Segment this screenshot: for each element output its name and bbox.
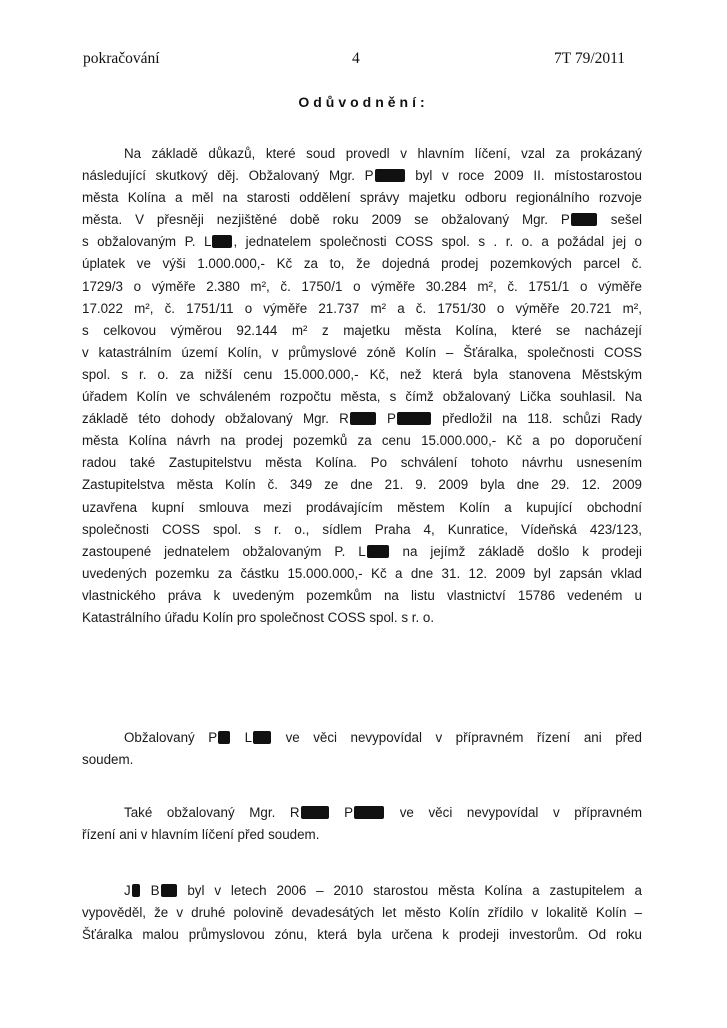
text-run: s obžalovaným P. L <box>82 234 212 250</box>
text-run: B <box>140 883 160 898</box>
text-line <box>82 902 642 924</box>
text-run: ve věci nevypovídal v přípravném řízení ani před <box>272 730 642 745</box>
header-case-number: 7T 79/2011 <box>554 50 626 67</box>
text-run: P <box>329 805 354 820</box>
text-line <box>82 474 642 496</box>
text-line <box>82 880 642 902</box>
text-run: Také obžalovaný Mgr. R <box>124 805 300 820</box>
text-run: L <box>231 730 253 745</box>
text-run: ve věci nevypovídal v přípravném <box>385 805 643 820</box>
text-line <box>82 727 642 749</box>
text-run: základě této dohody obžalovaný Mgr. R <box>82 411 349 427</box>
redaction-mark <box>375 169 405 182</box>
redaction-mark <box>212 235 232 248</box>
text-line <box>82 209 642 231</box>
paragraph-facts <box>82 143 642 629</box>
redaction-mark <box>397 412 431 425</box>
text-run: s celkovou výměrou 92.144 m² z majetku města Kolína, které se nacházejí <box>82 322 642 338</box>
section-title: Odůvodnění: <box>298 94 429 110</box>
paragraph-witness-b <box>82 880 642 946</box>
text-run: Šťáralka malou průmyslovou zónu, která byla určena k prodeji investorům. Od roku <box>82 927 642 943</box>
text-run: zastoupené jednatelem obžalovaným P. L <box>82 543 366 559</box>
text-run: města Kolína návrh na prodej pozemků za cenu 15.000.000,- Kč a po doporučení <box>82 433 642 449</box>
text-run: spol. s r. o. za nižší cenu 15.000.000,- Kč, než která byla stanovena Městským <box>82 366 642 382</box>
text-run: vlastnického práva k uvedeným pozemkům na listu vlastnictví 15786 vedeném u <box>82 587 642 603</box>
text-line <box>82 802 642 824</box>
text-run: Katastrálního úřadu Kolín pro společnost COSS spol. s r. o. <box>82 609 435 625</box>
redaction-mark <box>571 213 597 226</box>
text-line <box>82 386 642 408</box>
text-run: Zastupitelstva města Kolín č. 349 ze dne 21. 9. 2009 byla dne 29. 12. 2009 <box>82 477 642 493</box>
text-line <box>82 187 642 209</box>
text-line <box>82 824 642 846</box>
redaction-mark <box>218 731 230 744</box>
text-run: na jejímž základě došlo k prodeji <box>389 543 642 559</box>
redaction-mark <box>367 545 389 558</box>
text-run: , jednatelem společnosti COSS spol. s . r. o. a požádal jej o <box>233 234 642 250</box>
text-run: soudem. <box>82 752 134 768</box>
header-page-number: 4 <box>352 50 360 67</box>
text-run: radou také Zastupitelstvu města Kolína. Po schválení tohoto návrhu usnesením <box>82 455 642 471</box>
text-run: města Kolína a měl na starosti oddělení správy majetku odboru regionálního rozvoje <box>82 190 642 206</box>
text-run: 17.022 m², č. 1751/11 o výměře 21.737 m² a č. 1751/30 o výměře 20.721 m², <box>82 300 642 316</box>
text-run: řízení ani v hlavním líčení před soudem. <box>82 827 320 843</box>
text-run: společnosti COSS spol. s r. o., sídlem Praha 4, Kunratice, Vídeňská 423/123, <box>82 521 642 537</box>
text-run: následující skutkový děj. Obžalovaný Mgr. P <box>82 168 374 184</box>
paragraph-defendant-p <box>82 802 642 846</box>
text-run: města. V přesněji nezjištěné době roku 2009 se obžalovaný Mgr. P <box>82 212 570 228</box>
text-run: předložil na 118. schůzi Rady <box>431 411 642 427</box>
header-continuation: pokračování <box>83 50 160 67</box>
redaction-mark <box>301 806 329 819</box>
text-line <box>82 563 642 585</box>
text-run: uvedených pozemku za částku 15.000.000,- Kč a dne 31. 12. 2009 byl zapsán vklad <box>82 565 642 581</box>
text-line <box>82 253 642 275</box>
text-line <box>82 749 642 771</box>
redaction-mark <box>132 884 140 897</box>
text-line <box>82 231 642 253</box>
text-line <box>82 364 642 386</box>
paragraph-defendant-l <box>82 727 642 771</box>
text-line <box>82 165 642 187</box>
text-line <box>82 143 642 165</box>
text-line <box>82 276 642 298</box>
redaction-mark <box>350 412 376 425</box>
redaction-mark <box>253 731 271 744</box>
text-run: P <box>376 411 396 427</box>
text-line <box>82 298 642 320</box>
text-line <box>82 497 642 519</box>
text-line <box>82 320 642 342</box>
text-run: J <box>124 883 131 898</box>
text-run: Obžalovaný P <box>124 730 218 745</box>
text-line <box>82 342 642 364</box>
text-run: byl v roce 2009 II. místostarostou <box>405 168 642 184</box>
redaction-mark <box>161 884 177 897</box>
text-run: úřadem Kolín ve schváleném rozpočtu města, s čímž obžalovaný Lička souhlasil. Na <box>82 389 642 405</box>
redaction-mark <box>354 806 384 819</box>
text-run: vypověděl, že v druhé polovině devadesátých let město Kolín zřídilo v lokalitě Kolín – <box>82 905 642 921</box>
text-line <box>82 585 642 607</box>
text-line <box>82 519 642 541</box>
text-line <box>82 452 642 474</box>
text-line <box>82 408 642 430</box>
text-run: Na základě důkazů, které soud provedl v hlavním líčení, vzal za prokázaný <box>124 146 642 161</box>
text-run: byl v letech 2006 – 2010 starostou města Kolína a zastupitelem a <box>177 883 642 898</box>
text-line <box>82 607 642 629</box>
text-line <box>82 541 642 563</box>
text-line <box>82 924 642 946</box>
text-run: úplatek ve výši 1.000.000,- Kč za to, že dojedná prodej pozemkových parcel č. <box>82 256 642 272</box>
text-run: sešel <box>597 212 643 228</box>
text-run: 1729/3 o výměře 2.380 m², č. 1750/1 o výměře 30.284 m², č. 1751/1 o výměře <box>82 278 642 294</box>
text-run: uzavřena kupní smlouva mezi prodávajícím městem Kolín a kupující obchodní <box>82 499 642 515</box>
text-line <box>82 430 642 452</box>
text-run: v katastrálním území Kolín, v průmyslové zóně Kolín – Šťáralka, společnosti COSS <box>82 344 642 360</box>
